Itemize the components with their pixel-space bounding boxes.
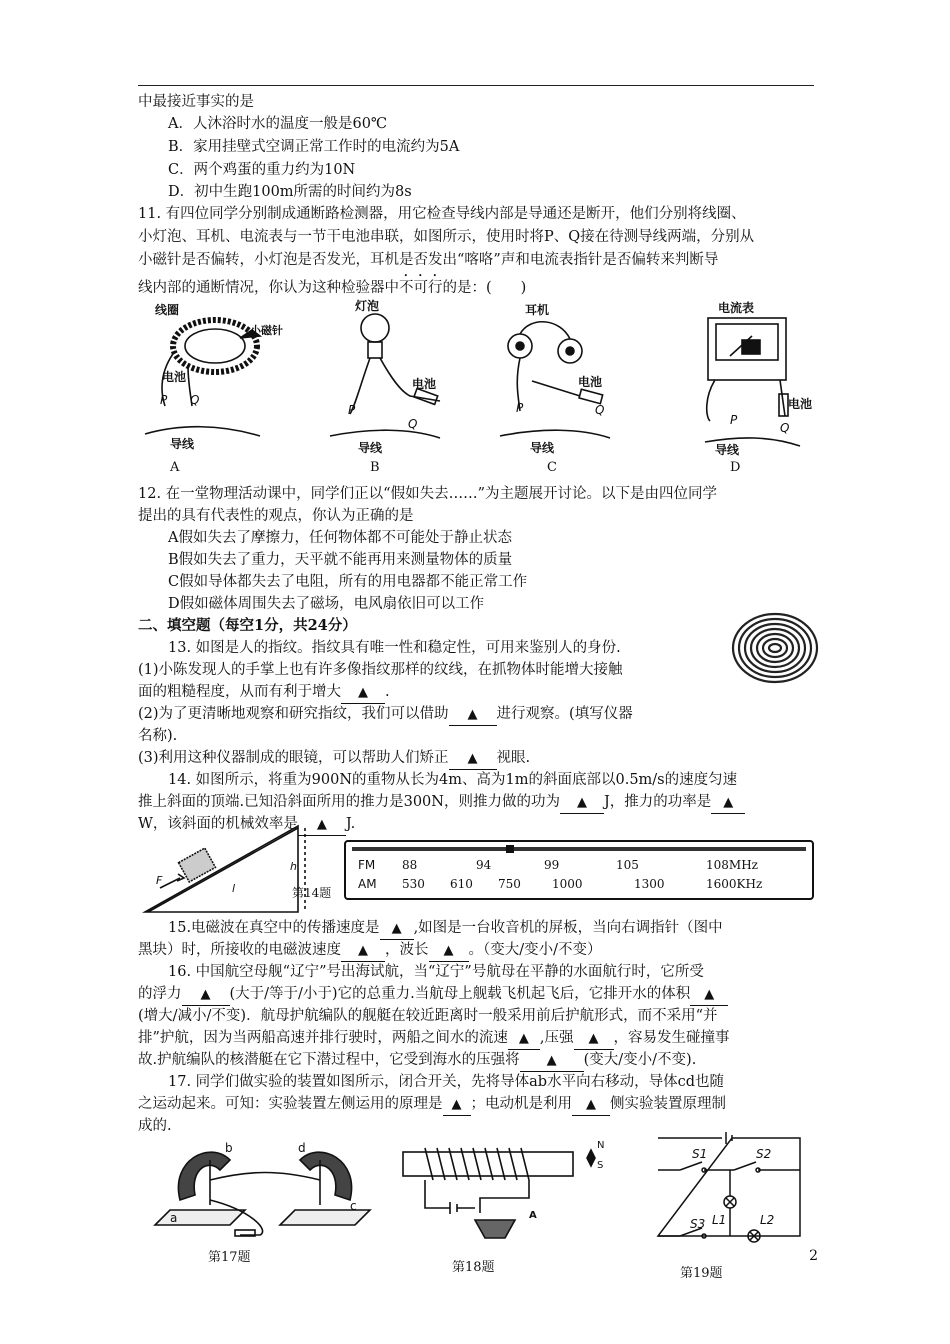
- fig17-d: d: [298, 1141, 306, 1155]
- fig19-s2: S2: [756, 1147, 772, 1161]
- answer-blank[interactable]: ▲: [341, 683, 385, 704]
- q12-option-c: C假如导体都失去了电阻，所有的用电器都不能正常工作: [168, 574, 528, 590]
- fig-18-caption: 第18题: [452, 1260, 495, 1275]
- radio-dial: [344, 840, 814, 900]
- fig18-n: N: [597, 1140, 605, 1151]
- q12-option-d: D假如磁体周围失去了磁场，电风扇依旧可以工作: [168, 596, 485, 612]
- q13-line-3-text: 面的粗糙程度，从而有利于增大: [138, 684, 341, 700]
- am-mark: 1300: [634, 877, 665, 891]
- q15-line-2-end: 。（变大/变小/不变）: [468, 942, 602, 958]
- answer-blank[interactable]: ▲: [380, 919, 414, 940]
- fig-c-battery: 电池: [578, 375, 603, 389]
- q13-line-6: [138, 748, 530, 770]
- q16-line-3: (增大/减小/不变)．航母护航编队的舰艇在较近距离时一般采用前后护航形式，而不采用“并: [138, 1008, 718, 1024]
- q12-option-a: A假如失去了摩擦力，任何物体都不可能处于静止状态: [168, 530, 512, 546]
- answer-blank[interactable]: ▲: [574, 1029, 614, 1050]
- q13-line-3-end: .: [385, 684, 390, 700]
- fm-mark: 88: [402, 858, 418, 872]
- fig-b-battery: 电池: [412, 377, 437, 391]
- fig-c-wire: 导线: [530, 441, 555, 455]
- fig17-a: a: [170, 1211, 178, 1225]
- q11-line-4-text: 线内部的通断情况，你认为这种检验器中: [138, 280, 399, 296]
- fig-a-title: 线圈: [155, 303, 180, 317]
- fig-b-title: 灯泡: [355, 299, 380, 313]
- fig-d-battery: 电池: [788, 397, 813, 411]
- q16-line-4-text: 排”护航，因为当两船高速并排行驶时，两船之间水的流速: [138, 1030, 508, 1046]
- answer-blank[interactable]: ▲: [298, 815, 346, 836]
- q16-line-2-text: 的浮力: [138, 986, 182, 1002]
- q13-line-4-text: (2)为了更清晰地观察和研究指纹，我们可以借助: [138, 706, 449, 722]
- am-mark: 1600KHz: [706, 877, 763, 891]
- fingerprint-image: [727, 606, 823, 690]
- fig-19-caption: 第19题: [680, 1266, 723, 1281]
- q17-line-2: [138, 1094, 726, 1116]
- q16-line-4-mid: ,压强: [539, 1030, 574, 1046]
- q12-line-1: 12. 在一堂物理活动课中，同学们正以“假如失去……”为主题展开讨论。以下是由四位同学: [138, 486, 717, 502]
- answer-blank[interactable]: ▲: [711, 793, 745, 814]
- answer-blank[interactable]: ▲: [560, 793, 604, 814]
- q13-line-2: (1)小陈发现人的手掌上也有许多像指纹那样的纹线，在抓物体时能增大接触: [138, 662, 623, 678]
- q14-line-3-text: W，该斜面的机械效率是: [138, 816, 298, 832]
- answer-blank[interactable]: ▲: [182, 985, 230, 1006]
- q14-line-2-text: 推上斜面的顶端.已知沿斜面所用的推力是300N，则推力做的功为: [138, 794, 560, 810]
- q12-option-b: B假如失去了重力，天平就不能再用来测量物体的质量: [168, 552, 513, 568]
- q11-emphasis: 不可行: [399, 280, 443, 296]
- fm-mark: 108MHz: [706, 858, 758, 872]
- fig-b-q: Q: [408, 417, 418, 431]
- incline-l: l: [232, 882, 236, 895]
- fm-label: FM: [358, 858, 376, 872]
- answer-blank[interactable]: ▲: [449, 705, 497, 726]
- am-mark: 610: [450, 877, 473, 891]
- fig17-c: c: [350, 1199, 357, 1213]
- fig-b-wire: 导线: [358, 441, 383, 455]
- q11-label-a: A: [170, 460, 180, 475]
- fig19-l2: L2: [760, 1213, 775, 1227]
- fig-a-q: Q: [190, 393, 200, 407]
- fig-19-circuit: [650, 1128, 810, 1248]
- q16-line-2: [138, 984, 728, 1006]
- fig-d-q: Q: [780, 421, 790, 435]
- am-mark: 750: [498, 877, 521, 891]
- q16-line-5-text: 故.护航编队的核潜艇在它下潜过程中，它受到海水的压强将: [138, 1052, 520, 1068]
- q11-detector-figures: [140, 296, 820, 456]
- fig18-arrow: A: [529, 1210, 537, 1221]
- section-2-heading: 二、填空题（每空1分，共24分）: [138, 617, 357, 634]
- q13-line-3: [138, 682, 390, 704]
- q11-label-c: C: [547, 460, 557, 475]
- fig-d-title: 电流表: [718, 301, 755, 315]
- q10-option-c: C．两个鸡蛋的重力约为10N: [168, 162, 356, 178]
- q15-line-1-end: ,如图是一台收音机的屏板，当向右调指针（图中: [413, 920, 723, 936]
- q16-line-5-end: (变大/变小/不变).: [583, 1052, 697, 1068]
- q11-line-4: [138, 272, 526, 298]
- q13-line-5: 名称).: [138, 728, 178, 744]
- am-mark: 530: [402, 877, 425, 891]
- q13-line-1: 13. 如图是人的指纹。指纹具有唯一性和稳定性，可用来鉴别人的身份.: [168, 640, 621, 656]
- q15-line-1-text: 15.电磁波在真空中的传播速度是: [168, 920, 380, 936]
- answer-blank[interactable]: ▲: [520, 1051, 584, 1072]
- q13-line-6-end: 视眼.: [496, 750, 531, 766]
- fig17-b: b: [225, 1141, 233, 1155]
- fig19-s3: S3: [690, 1217, 706, 1231]
- fm-mark: 99: [544, 858, 560, 872]
- q16-line-5: [138, 1050, 696, 1072]
- answer-blank[interactable]: ▲: [572, 1095, 610, 1116]
- fig-b-p: P: [348, 403, 356, 417]
- fm-mark: 105: [616, 858, 639, 872]
- fig-a-p: P: [160, 393, 168, 407]
- q13-line-4-end: 进行观察。(填写仪器: [496, 706, 633, 722]
- fig19-l1: L1: [712, 1213, 727, 1227]
- q15-line-1: [168, 918, 723, 940]
- fm-mark: 94: [476, 858, 492, 872]
- incline-f: F: [156, 874, 163, 887]
- q15-line-2: [138, 940, 602, 962]
- q15-line-2-text: 黑块）时，所接收的电磁波速度: [138, 942, 341, 958]
- fig-a-side: 小磁针: [250, 324, 283, 337]
- am-label: AM: [358, 877, 377, 891]
- q11-label-b: B: [370, 460, 380, 475]
- q16-line-4: [138, 1028, 730, 1050]
- incline-figure: [140, 824, 340, 916]
- answer-blank[interactable]: ▲: [690, 985, 728, 1006]
- fig-18-electromagnet: [395, 1138, 605, 1243]
- answer-blank[interactable]: ▲: [449, 749, 497, 770]
- q15-line-2-mid: ，波长: [385, 942, 429, 958]
- q17-line-2-end: 侧实验装置原理制: [610, 1096, 726, 1112]
- q11-line-2: 小灯泡、耳机、电流表与一节干电池串联，如图所示，使用时将P、Q接在待测导线两端，分别从: [138, 229, 755, 245]
- fig-c-p: P: [516, 401, 524, 415]
- fig-17-caption: 第17题: [208, 1250, 251, 1265]
- q11-line-3: 小磁针是否偏转，小灯泡是否发光，耳机是否发出“喀咯”声和电流表指针是否偏转来判断导: [138, 252, 719, 268]
- q12-line-2: 提出的具有代表性的观点，你认为正确的是: [138, 508, 414, 524]
- q11-answer-paren: 的是：( ): [442, 280, 527, 296]
- fig-d-p: P: [730, 413, 738, 427]
- q16-line-1: 16. 中国航空母舰“辽宁”号出海试航，当“辽宁”号航母在平静的水面航行时，它所受: [168, 964, 704, 980]
- q10-option-d: D．初中生跑100m所需的时间约为8s: [168, 184, 412, 200]
- page-number: 2: [809, 1248, 818, 1264]
- q14-line-2-mid: J，推力的功率是: [603, 794, 712, 810]
- dial-pointer[interactable]: [506, 845, 514, 853]
- answer-blank[interactable]: ▲: [341, 941, 385, 962]
- q14-figure-caption: 第14题: [292, 886, 332, 900]
- q13-line-4: [138, 704, 633, 726]
- q10-stem: 中最接近事实的是: [138, 94, 254, 110]
- fig-d-wire: 导线: [715, 443, 740, 456]
- fig18-s: S: [597, 1160, 604, 1171]
- fig-a-wire: 导线: [170, 437, 195, 451]
- dial-track: [352, 847, 806, 851]
- q17-line-2-text: 之运动起来。可知：实验装置左侧运用的原理是: [138, 1096, 443, 1112]
- fig-c-title: 耳机: [525, 303, 550, 317]
- q17-line-2-mid: ；电动机是利用: [470, 1096, 572, 1112]
- q17-line-3: 成的.: [138, 1118, 172, 1134]
- q16-line-2-mid: (大于/等于/小于)它的总重力.当航母上舰载飞机起飞后，它排开水的体积: [229, 986, 691, 1002]
- q11-line-1: 11. 有四位同学分别制成通断路检测器，用它检查导线内部是导通还是断开，他们分别将线圈、: [138, 206, 746, 222]
- answer-blank[interactable]: ▲: [508, 1029, 540, 1050]
- q14-line-3-end: J.: [345, 816, 356, 832]
- fig-17-magnets: [150, 1140, 380, 1240]
- fig-c-q: Q: [595, 403, 605, 417]
- q13-line-6-text: (3)利用这种仪器制成的眼镜，可以帮助人们矫正: [138, 750, 449, 766]
- q14-line-2: [138, 792, 745, 814]
- q10-option-a: A．人沐浴时水的温度一般是60℃: [168, 116, 388, 132]
- fig19-s1: S1: [692, 1147, 708, 1161]
- incline-h: h: [290, 860, 297, 873]
- answer-blank[interactable]: ▲: [443, 1095, 471, 1116]
- q11-label-d: D: [730, 460, 741, 475]
- q17-line-1: 17. 同学们做实验的装置如图所示，闭合开关，先将导体ab水平向右移动，导体cd也随: [168, 1074, 724, 1090]
- answer-blank[interactable]: ▲: [429, 941, 469, 962]
- fig-a-battery: 电池: [162, 370, 187, 384]
- q14-line-1: 14. 如图所示，将重为900N的重物从长为4m、高为1m的斜面底部以0.5m/s的速度匀速: [168, 772, 738, 788]
- am-mark: 1000: [552, 877, 583, 891]
- header-rule: [138, 85, 814, 86]
- q10-option-b: B．家用挂壁式空调正常工作时的电流约为5A: [168, 139, 460, 155]
- q16-line-4-end: ，容易发生碰撞事: [613, 1030, 730, 1046]
